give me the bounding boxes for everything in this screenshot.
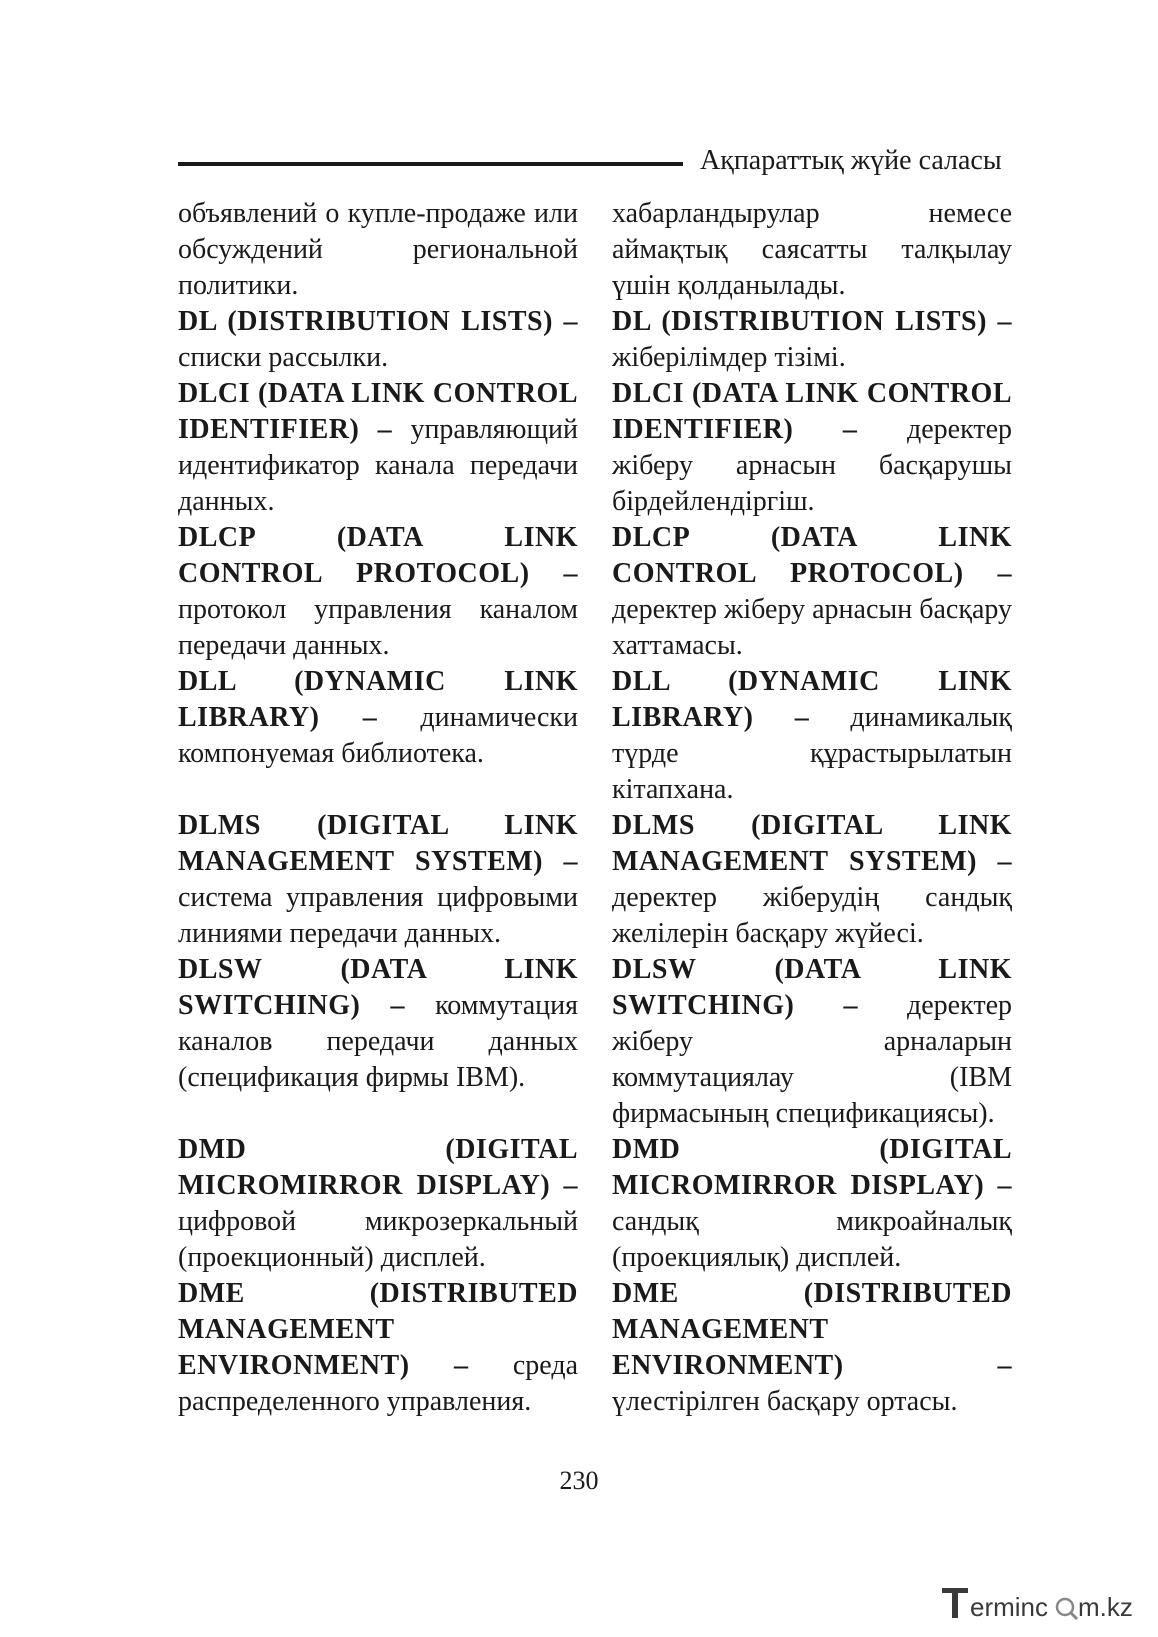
entry-term: DME (DISTRIBUTED MANAGEMENT ENVIRONMENT) [612,1278,1012,1381]
entry-definition: динамикалық түрде құрастырылатын кітапхана. [612,702,1013,805]
entry-term: DLL (DYNAMIC LINK LIBRARY) [612,666,1012,733]
glossary-entry [178,304,578,376]
glossary-entry [612,304,1012,376]
termincom-logo [940,1578,1150,1628]
page-number: 230 [559,1466,599,1495]
entry-dash: – [842,414,858,445]
glossary-entry [612,520,1012,664]
header-rule [178,162,683,166]
glossary-entry [178,520,578,664]
glossary-entry [178,664,578,772]
entry-dash: – [563,306,579,337]
glossary-entry [612,808,1012,952]
glossary-entry [612,664,1012,808]
continuation-text: объявлений о купле-продаже или обсуждений региональной политики. [178,198,578,301]
entry-term: DLMS (DIGITAL LINK MANAGEMENT SYSTEM) [612,810,1012,877]
entry-definition: деректер жіберу арналарын коммутациялау (IBM фирмасының спецификациясы). [612,990,1012,1129]
entry-definition: сандық микроайналық (проекциялық) дисплей. [612,1206,1012,1273]
entry-term: DLCI (DATA LINK CONTROL IDENTIFIER) [178,378,578,445]
entry-term: DLCP (DATA LINK CONTROL PROTOCOL) [178,522,578,589]
entry-definition: протокол управления каналом передачи данных. [178,594,578,661]
entry-term: DLMS (DIGITAL LINK MANAGEMENT SYSTEM) [178,810,578,877]
entry-dash: – [453,1350,469,1381]
glossary-entry [178,376,578,520]
glossary-entry [612,376,1012,520]
entry-definition: среда распределенного управления. [178,1350,579,1417]
continuation-text: хабарландырулар немесе аймақтық саясатты талқылау үшін қолданылады. [612,198,1012,301]
entry-term: DLL (DYNAMIC LINK LIBRARY) [178,666,578,733]
entry-dash: – [377,414,393,445]
kazakh-column [612,196,1012,1420]
entry-dash: – [563,1170,578,1201]
entry-term: DLCP (DATA LINK CONTROL PROTOCOL) [612,522,1012,589]
running-header-title: Ақпараттық жүйе саласы [700,145,1002,176]
entry-definition: жіберілімдер тізімі. [612,342,846,373]
entry-definition: управляющий идентификатор канала передачи данных. [178,414,578,517]
svg-text:erminc: erminc [970,1592,1049,1622]
entry-definition: динамически компонуемая библиотека. [178,702,578,769]
entry-term: DMD (DIGITAL MICROMIRROR DISPLAY) [178,1134,578,1201]
entry-term: DLSW (DATA LINK SWITCHING) [612,954,1012,1021]
glossary-entry [178,1276,578,1420]
entry-dash: – [563,846,578,877]
entry-dash: – [997,846,1012,877]
entry-term: DMD (DIGITAL MICROMIRROR DISPLAY) [612,1134,1012,1201]
entry-term: DME (DISTRIBUTED MANAGEMENT ENVIRONMENT) [178,1278,578,1381]
russian-column [178,196,578,1420]
entry-dash: – [843,990,858,1021]
glossary-entry [178,952,578,1096]
entry-dash: – [997,306,1013,337]
entry-dash: – [563,558,578,589]
entry-dash: – [997,1350,1012,1381]
entry-definition: үлестірілген басқару ортасы. [612,1386,958,1417]
entry-definition: деректер жіберудің сандық желілерін басқару жүйесі. [612,882,1012,949]
glossary-entry [612,952,1012,1132]
glossary-entry [178,808,578,952]
entry-definition: деректер жіберу арнасын басқарушы бірдейлендіргіш. [612,414,1012,517]
entry-term: DLCI (DATA LINK CONTROL IDENTIFIER) [612,378,1012,445]
entry-dash: – [997,558,1012,589]
entry-definition: цифровой микрозеркальный (проекционный) дисплей. [178,1206,578,1273]
entry-term: DL (DISTRIBUTION LISTS) [178,306,553,337]
entry-definition: система управления цифровыми линиями передачи данных. [178,882,578,949]
entry-definition: деректер жіберу арнасын басқару хаттамасы. [612,594,1012,661]
termincom-watermark [940,1578,1150,1628]
entry-definition: списки рассылки. [178,342,389,373]
entry-definition: коммутация каналов передачи данных (спецификация фирмы IBM). [178,990,579,1093]
glossary-entry [612,1276,1012,1420]
entry-dash: – [794,702,810,733]
entry-dash: – [362,702,378,733]
svg-text:m.kz: m.kz [1078,1592,1133,1622]
entry-dash: – [390,990,405,1021]
glossary-entry [178,1132,578,1276]
entry-term: DLSW (DATA LINK SWITCHING) [178,954,578,1021]
entry-dash: – [997,1170,1012,1201]
entry-term: DL (DISTRIBUTION LISTS) [612,306,987,337]
glossary-entry [612,1132,1012,1276]
